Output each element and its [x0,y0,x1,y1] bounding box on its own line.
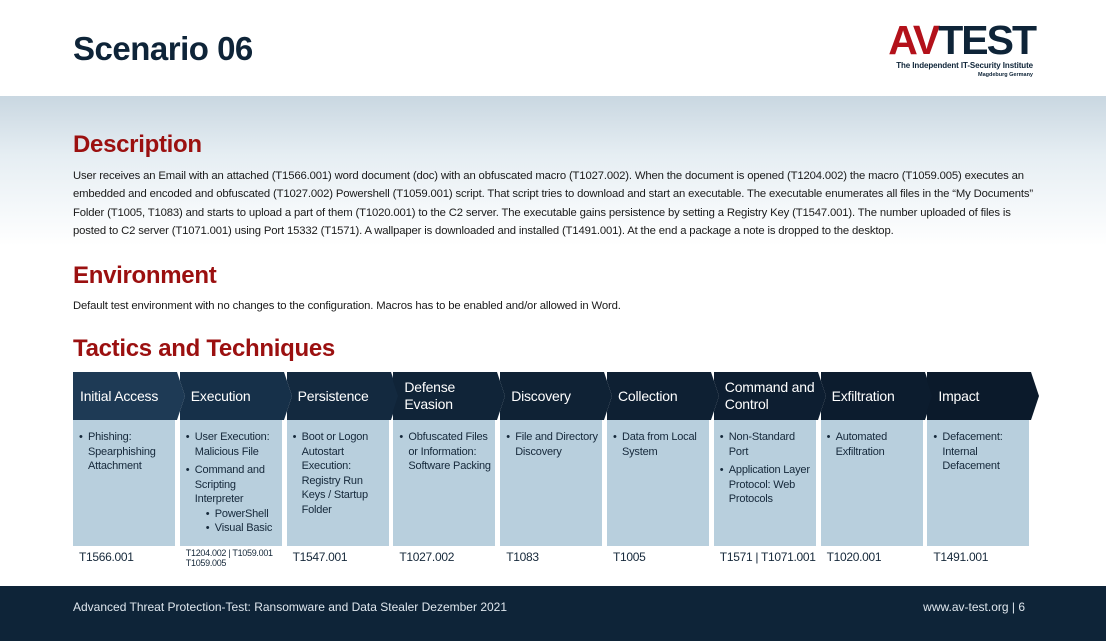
tactic-techniques [73,420,175,546]
tactic-techniques [393,420,495,546]
logo-city: Magdeburg Germany [977,72,1033,78]
technique-id: T1547.001 [292,550,348,564]
tactic-name: Initial Access [80,387,159,404]
tactic-name: Collection [618,387,678,404]
tactic-techniques [180,420,282,546]
tactic-techniques [500,420,602,546]
technique-item [613,430,705,459]
technique-id: T1571 | T1071.001 [719,550,816,564]
technique-item [186,430,278,459]
technique-item [720,430,812,459]
environment-text: Default test environment with no changes to the configuration. Macros has to be enabled and/or allowed in Word. [73,300,621,312]
technique-id: T1020.001 [826,550,882,564]
description-text: User receives an Email with an attached (T1566.001) word document (doc) with an obfuscated macro (T1027.002). When the document is opened (T1204.002) the macro (T1059.005) executes an embedded and encoded and obfuscated (T1027.002) Powershell (T1059.001) script. That script tries to download and start an executable. The executable enumerates all files in the “My Documents” Folder (T1005, T1083) and starts to upload a part of them (T1020.001) to the C2 server. The executable gains persistence by setting a Registry Key (T1547.001). The number uploaded of files is posted to C2 server (T1071.001) using Port 15332 (T1571). A wallpaper is downloaded and installed (T1491.001). At the end a package a note is dropped to the desktop. [73,170,1033,237]
tactic-name: Exfiltration [831,387,895,404]
tactic-techniques [287,420,389,546]
technique-id: T1083 [506,550,539,564]
technique-item [720,463,812,507]
technique-label: Non-Standard Port [728,431,795,458]
tactic-header [821,372,941,420]
tactic-name: Impact [938,387,980,404]
tactic-techniques [714,420,816,546]
technique-list [607,420,709,459]
technique-label: Automated Exfiltration [835,431,887,458]
tactic-column [73,372,177,572]
technique-item [399,430,491,474]
sub-technique-item: • Visual Basic [206,521,278,536]
technique-label: Data from Local System [622,431,697,458]
tactic-column [607,372,711,572]
environment-heading: Environment [73,262,217,289]
tactic-header [500,372,620,420]
tactic-name: Execution [190,387,251,404]
technique-label: File and Directory Discovery [515,431,598,458]
tactic-techniques [607,420,709,546]
tactic-name: Command and Control [724,379,815,412]
tactic-column [927,372,1031,572]
tactic-column [714,372,818,572]
technique-id: T1491.001 [933,550,989,564]
technique-item [933,430,1025,474]
technique-list [393,420,495,474]
logo-tagline: The Independent IT-Security Institute [896,61,1033,70]
tactic-techniques [927,420,1029,546]
tactic-column [287,372,391,572]
technique-label: Command and Scripting Interpreter [194,464,265,505]
technique-list [821,420,923,459]
technique-item [827,430,919,459]
logo-test-text: TEST [938,17,1035,63]
tactic-column [500,372,604,572]
tactic-header [73,372,193,420]
technique-label: Application Layer Protocol: Web Protocols [728,464,810,505]
technique-list [287,420,389,517]
technique-label: Obfuscated Files or Information: Software Packing [408,431,491,472]
technique-list [927,420,1029,474]
tactic-header [927,372,1047,420]
technique-item [186,463,278,536]
technique-list [714,420,816,507]
av-test-logo [880,18,1035,82]
technique-id: T1005 [613,550,646,564]
technique-id: T1204.002 | T1059.001 T1059.005 [185,548,273,568]
technique-list [73,420,175,474]
tactic-name: Persistence [297,387,369,404]
tactic-header [607,372,727,420]
tactic-column [393,372,497,572]
technique-label: Phishing: Spearphishing Attachment [88,431,156,472]
tactic-header [180,372,300,420]
technique-id: T1027.002 [399,550,455,564]
tactic-name: Defense Evasion [404,379,456,412]
tactic-header [393,372,513,420]
technique-label: User Execution: Malicious File [194,431,270,458]
page-title: Scenario 06 [73,30,253,67]
logo-av-text: AV [888,17,939,63]
footer [0,586,1106,641]
tactic-column [821,372,925,572]
sub-technique-item: • PowerShell [206,507,278,522]
tactic-techniques [821,420,923,546]
tactics-table [73,372,1035,572]
technique-item [293,430,385,517]
technique-id: T1566.001 [79,550,134,564]
technique-label: Defacement: Internal Defacement [942,431,1003,472]
technique-list [500,420,602,459]
tactic-name: Discovery [511,387,571,404]
footer-page-info: www.av-test.org | 6 [923,600,1025,614]
description-heading: Description [73,131,202,158]
footer-report-title: Advanced Threat Protection-Test: Ransomware and Data Stealer Dezember 2021 [73,600,508,614]
tactic-header [714,372,834,420]
tactic-header [287,372,407,420]
technique-item [79,430,171,474]
tactic-column [180,372,284,572]
technique-item [506,430,598,459]
technique-list [180,420,282,536]
technique-label: Boot or Logon Autostart Execution: Registry Run Keys / Startup Folder [301,431,369,516]
tactics-heading: Tactics and Techniques [73,335,335,362]
sub-technique-list [195,507,278,536]
